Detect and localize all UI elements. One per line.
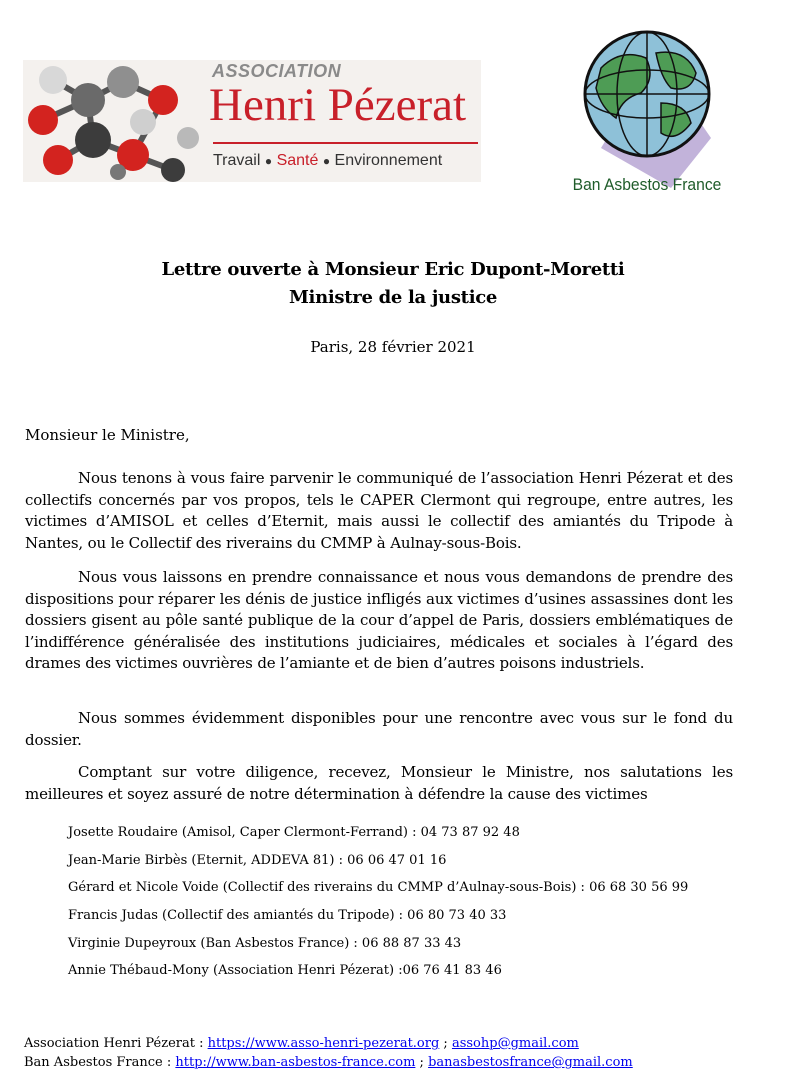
signatory-item: Annie Thébaud-Mony (Association Henri Pézerat) :06 76 41 83 46 [68, 963, 502, 979]
signatory-item: Gérard et Nicole Voide (Collectif des riverains du CMMP d’Aulnay-sous-Bois) : 06 68 30 56 99 [68, 880, 689, 896]
footer-separator: ; [415, 1055, 429, 1070]
tagline-environnement: Environnement [334, 152, 443, 169]
footer-ban-asbestos-label: Ban Asbestos France : [24, 1055, 176, 1070]
tagline-dot: ● [264, 154, 273, 168]
footer-ban-asbestos-email-link[interactable]: banasbestosfrance@gmail.com [428, 1055, 633, 1070]
ban-asbestos-france-logo [561, 18, 733, 202]
logo-association-word: ASSOCIATION [212, 61, 342, 81]
ban-asbestos-label: Ban Asbestos France [572, 175, 722, 194]
signatory-item: Virginie Dupeyroux (Ban Asbestos France) : 06 88 87 33 43 [68, 935, 462, 951]
logo-tagline [213, 152, 442, 170]
letter-subtitle: Ministre de la justice [288, 287, 498, 308]
tagline-travail: Travail [213, 152, 261, 169]
molecule-icon [23, 60, 208, 182]
footer-separator: ; [439, 1036, 452, 1051]
signatory-item: Francis Judas (Collectif des amiantés du Tripode) : 06 80 73 40 33 [68, 908, 507, 924]
signatory-item: Josette Roudaire (Amisol, Caper Clermont-Ferrand) : 04 73 87 92 48 [68, 825, 520, 840]
footer-line-ban-asbestos [24, 1053, 633, 1072]
letter-date: Paris, 28 février 2021 [310, 338, 476, 356]
footer-association-email-link[interactable]: assohp@gmail.com [451, 1036, 579, 1051]
footer-ban-asbestos-website-link[interactable]: http://www.ban-asbestos-france.com [175, 1055, 416, 1070]
signatory-list [68, 825, 688, 991]
salutation: Monsieur le Ministre, [25, 426, 190, 444]
tagline-dot: ● [322, 154, 331, 168]
paragraph-2: Nous vous laissons en prendre connaissance et nous vous demandons de prendre des dispositions pour réparer les dénis de justice infligés aux victimes d’usines assassines dont les dossiers gisent au pôle santé publique de la cour d’appel de Paris, dossiers emblématiques de l’indifférence généralisée des institutions judiciaires, médicales et sociales à l’égard des drames des victimes ouvrières de l’amiante et de bien d’autres poisons industriels. [25, 568, 733, 672]
paragraph-4: Comptant sur votre diligence, recevez, Monsieur le Ministre, nos salutations les meilleures et soyez assuré de notre détermination à défendre la cause des victimes [25, 763, 733, 803]
footer-association-label: Association Henri Pézerat : [24, 1036, 208, 1051]
association-henri-pezerat-logo [23, 60, 481, 182]
letter-title: Lettre ouverte à Monsieur Eric Dupont-Moretti [161, 259, 625, 280]
paragraph-3: Nous sommes évidemment disponibles pour une rencontre avec vous sur le fond du dossier. [25, 709, 733, 749]
logo-association-name: Henri Pézerat [209, 79, 467, 131]
tagline-sante: Santé [276, 152, 319, 169]
footer-association-website-link[interactable]: https://www.asso-henri-pezerat.org [207, 1036, 440, 1051]
footer-contacts [24, 1034, 633, 1072]
logo-divider [213, 142, 478, 144]
paragraph-1: Nous tenons à vous faire parvenir le communiqué de l’association Henri Pézerat et des collectifs concernés par vos propos, tels le CAPER Clermont qui regroupe, entre autres, les victimes d’AMISOL et celles d’Eternit, mais aussi le collectif des amiantés du Tripode à Nantes, ou le Collectif des riverains du CMMP à Aulnay-sous-Bois. [25, 469, 733, 552]
signatory-item: Jean-Marie Birbès (Eternit, ADDEVA 81) : 06 06 47 01 16 [68, 852, 447, 868]
footer-line-association [24, 1034, 633, 1053]
